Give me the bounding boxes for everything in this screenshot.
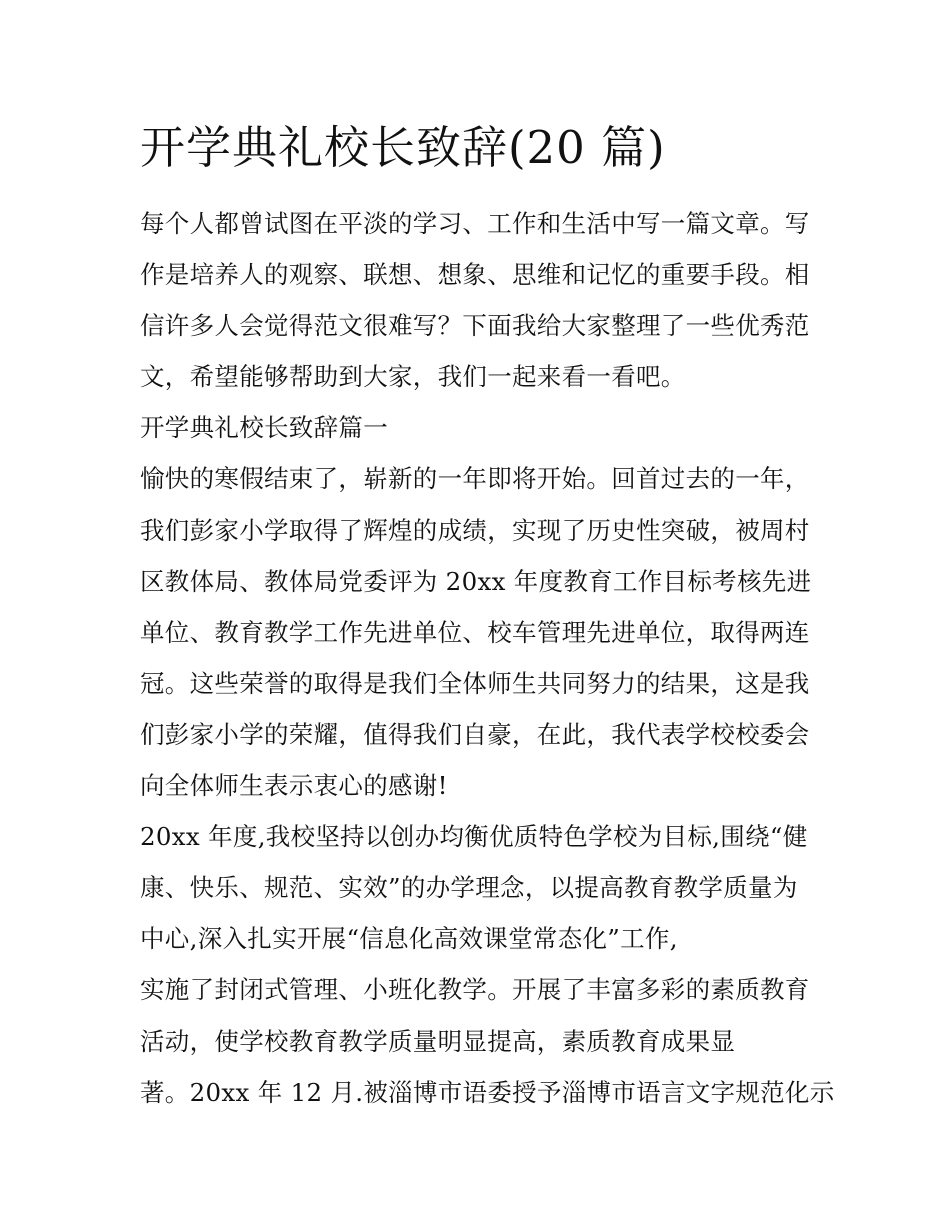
text-line: 向全体师生表示衷心的感谢!: [140, 771, 448, 801]
text-line: 实施了封闭式管理、小班化教学。开展了丰富多彩的素质教育: [140, 975, 810, 1005]
text-line: 著。20xx 年 12 月.被淄博市语委授予淄博市语言文字规范化示: [140, 1077, 835, 1107]
text-line: 们彭家小学的荣耀，值得我们自豪，在此，我代表学校校委会: [140, 719, 810, 749]
text-line: 活动，使学校教育教学质量明显提高，素质教育成果显: [140, 1026, 736, 1056]
text-line: 区教体局、教体局党委评为 20xx 年度教育工作目标考核先进: [140, 566, 812, 596]
text-line: 康、快乐、规范、实效”的办学理念，以提高教育教学质量为: [140, 873, 798, 903]
text-line: 单位、教育教学工作先进单位、校车管理先进单位，取得两连: [140, 617, 810, 647]
document-body: [140, 198, 835, 1118]
text-line: 中心,深入扎实开展“信息化高效课堂常态化”工作,: [140, 924, 678, 954]
text-line: 我们彭家小学取得了辉煌的成绩，实现了历史性突破，被周村: [140, 515, 810, 545]
section-heading: 开学典礼校长致辞篇一: [140, 413, 388, 443]
document-title: 开学典礼校长致辞(20 篇): [140, 121, 666, 174]
text-line: 每个人都曾试图在平淡的学习、工作和生活中写一篇文章。写: [140, 209, 810, 238]
text-line: 冠。这些荣誉的取得是我们全体师生共同努力的结果，这是我: [140, 668, 810, 698]
text-line: 文，希望能够帮助到大家，我们一起来看一看吧。: [140, 362, 686, 392]
text-line: 作是培养人的观察、联想、想象、思维和记忆的重要手段。相: [140, 260, 810, 290]
text-line: 愉快的寒假结束了，崭新的一年即将开始。回首过去的一年，: [140, 464, 810, 494]
text-line: 20xx 年度,我校坚持以创办均衡优质特色学校为目标,围绕“健: [140, 822, 808, 852]
text-line: 信许多人会觉得范文很难写？下面我给大家整理了一些优秀范: [140, 311, 810, 341]
